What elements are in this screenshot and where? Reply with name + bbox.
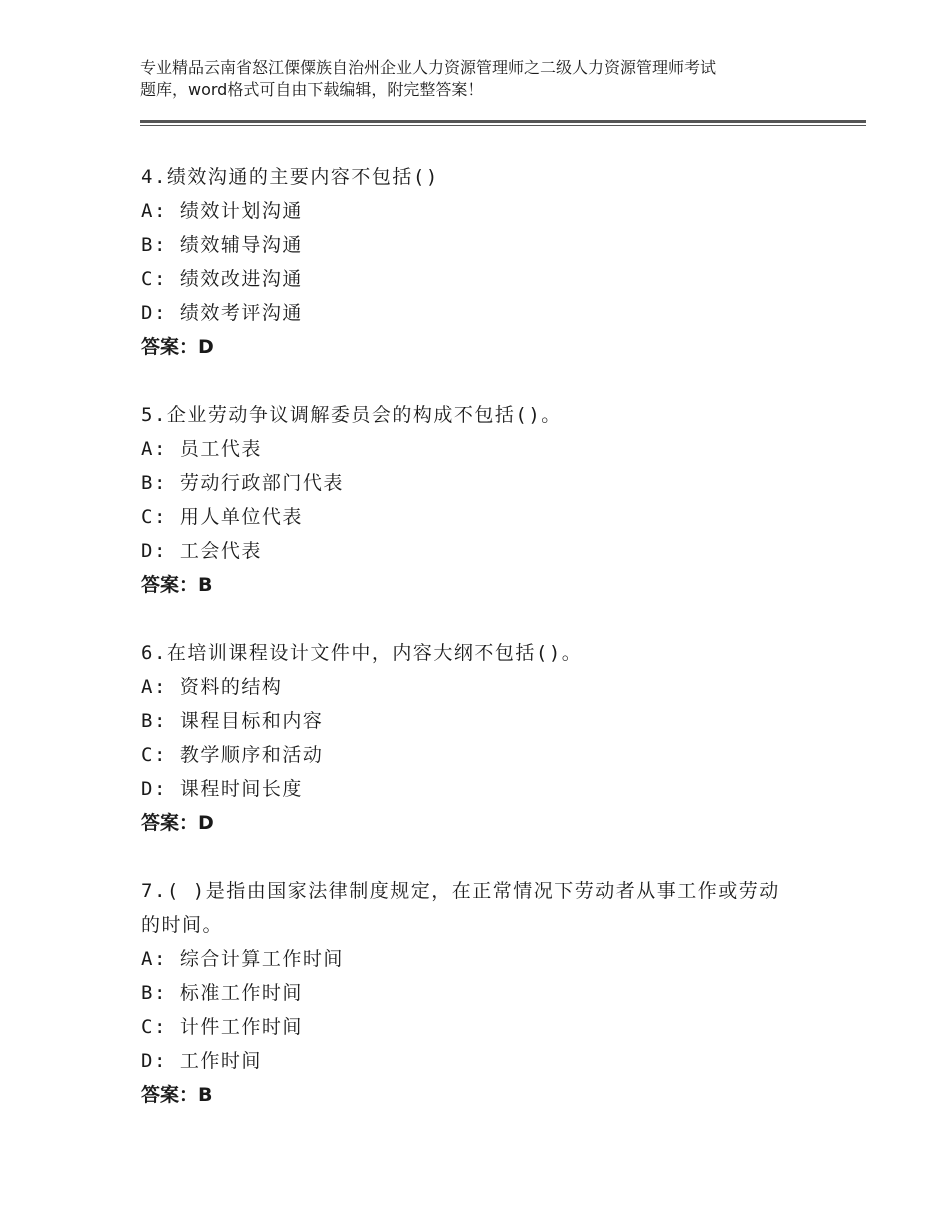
option-d: D: 工作时间 xyxy=(141,1050,262,1072)
question-6 xyxy=(141,636,841,840)
header-divider xyxy=(140,120,866,126)
answer-label: 答案：D xyxy=(141,336,214,358)
option-c: C: 教学顺序和活动 xyxy=(141,744,324,766)
option-b: B: 课程目标和内容 xyxy=(141,710,324,732)
option-d: D: 绩效考评沟通 xyxy=(141,302,303,324)
option-a: A: 资料的结构 xyxy=(141,676,283,698)
question-4 xyxy=(141,160,841,364)
option-c: C: 绩效改进沟通 xyxy=(141,268,303,290)
question-5 xyxy=(141,398,841,602)
option-b: B: 标准工作时间 xyxy=(141,982,303,1004)
option-d: D: 课程时间长度 xyxy=(141,778,303,800)
question-stem: 4.绩效沟通的主要内容不包括() xyxy=(141,166,439,188)
answer-label: 答案：B xyxy=(141,1084,213,1106)
question-stem: 6.在培训课程设计文件中，内容大纲不包括()。 xyxy=(141,642,583,664)
option-c: C: 用人单位代表 xyxy=(141,506,303,528)
header-title-line-2: 题库，word格式可自由下载编辑，附完整答案！ xyxy=(140,80,484,99)
question-list xyxy=(141,160,841,1146)
header-title-line-1: 专业精品云南省怒江傈僳族自治州企业人力资源管理师之二级人力资源管理师考试 xyxy=(140,58,717,77)
answer-label: 答案：B xyxy=(141,574,213,596)
question-stem: 5.企业劳动争议调解委员会的构成不包括()。 xyxy=(141,404,562,426)
option-a: A: 综合计算工作时间 xyxy=(141,948,344,970)
option-b: B: 绩效辅导沟通 xyxy=(141,234,303,256)
option-c: C: 计件工作时间 xyxy=(141,1016,303,1038)
question-stem-line-1: 7.( )是指由国家法律制度规定，在正常情况下劳动者从事工作或劳动 xyxy=(141,880,780,902)
option-b: B: 劳动行政部门代表 xyxy=(141,472,344,494)
option-a: A: 绩效计划沟通 xyxy=(141,200,303,222)
option-a: A: 员工代表 xyxy=(141,438,262,460)
question-stem-line-2: 的时间。 xyxy=(141,914,224,936)
document-header xyxy=(140,57,830,101)
question-7 xyxy=(141,874,841,1112)
option-d: D: 工会代表 xyxy=(141,540,262,562)
answer-label: 答案：D xyxy=(141,812,214,834)
